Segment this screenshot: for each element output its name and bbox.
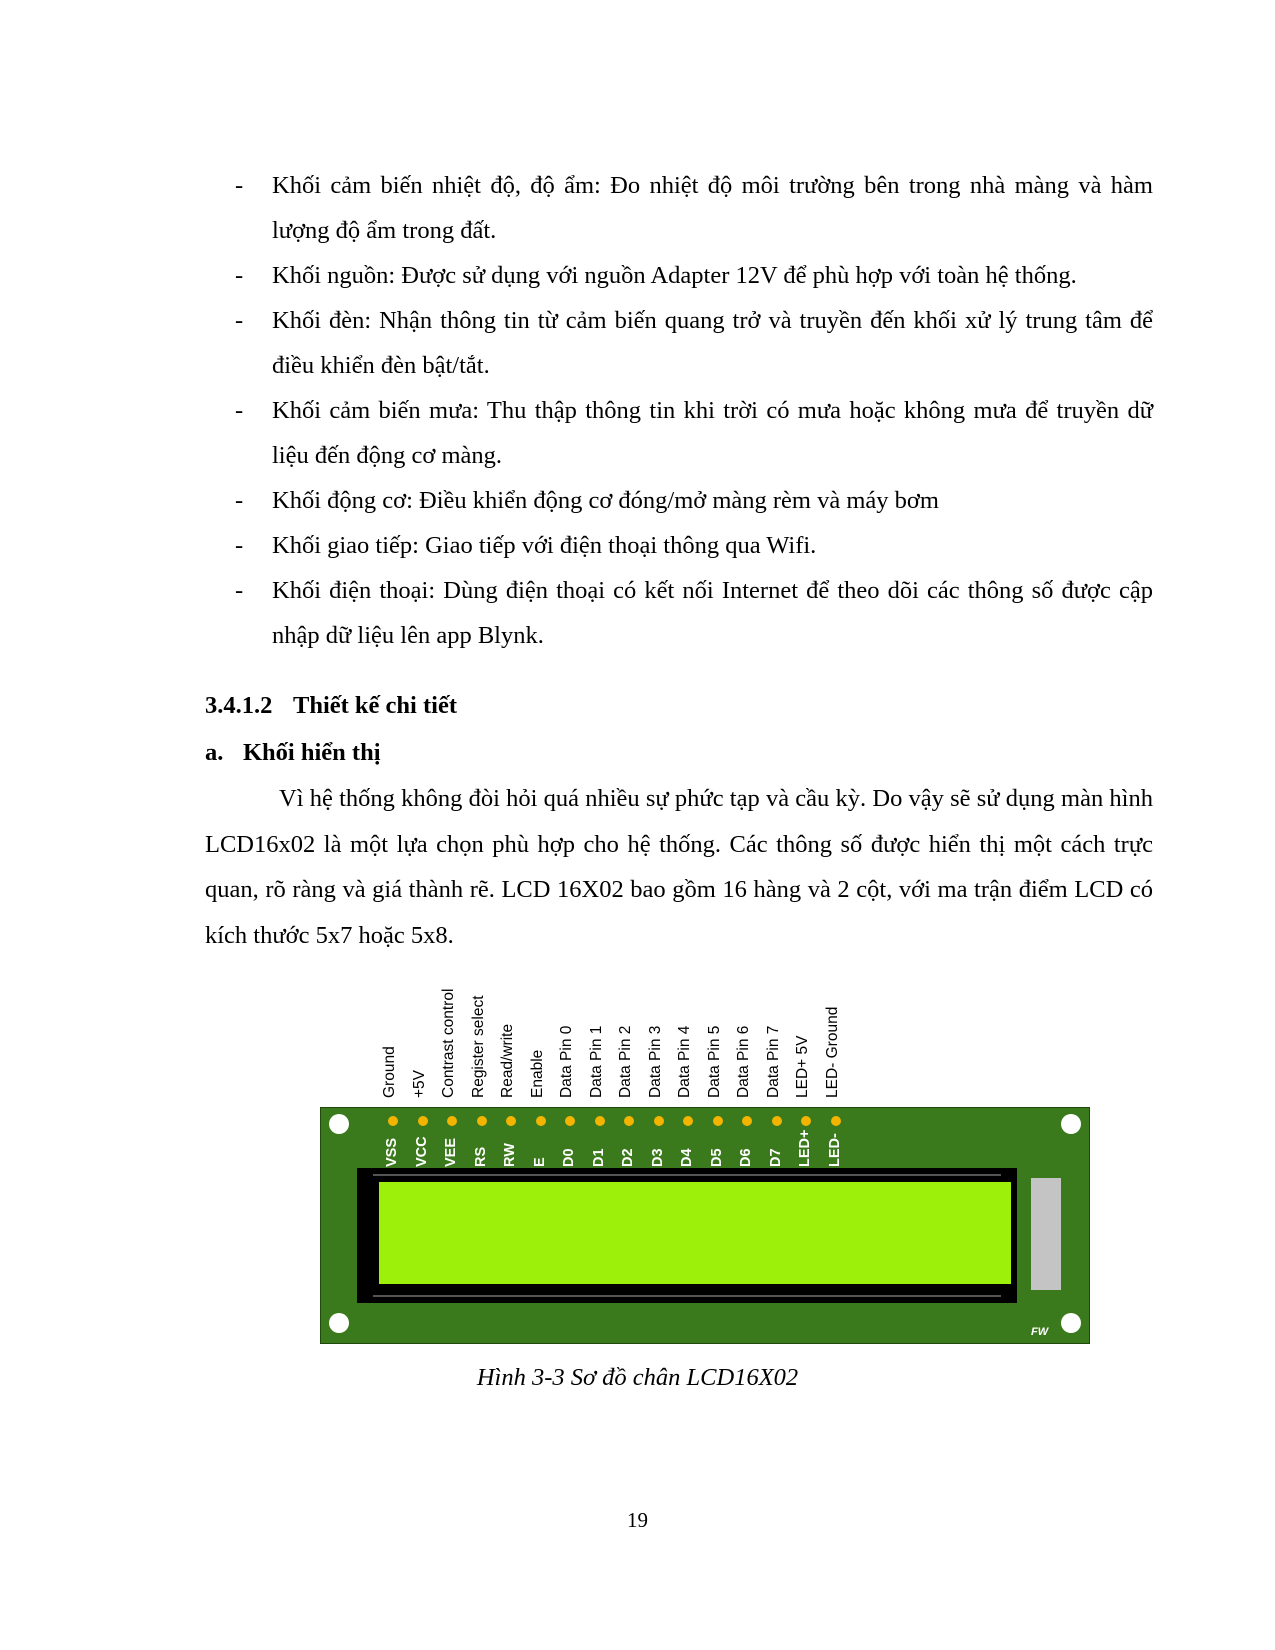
pin-function-label: Data Pin 7 <box>764 1025 782 1098</box>
page-number: 19 <box>627 1508 648 1532</box>
lcd-screen <box>379 1182 1011 1284</box>
pin-function-label: Data Pin 1 <box>587 1025 605 1098</box>
bullet-item <box>235 163 1153 253</box>
bezel-line <box>373 1174 1001 1176</box>
pin-function-label: Data Pin 0 <box>558 1025 575 1098</box>
bullet-item <box>235 478 1153 523</box>
pin-dot <box>447 1116 457 1126</box>
bullet-list <box>235 163 1153 658</box>
pin-code-label: E <box>531 1157 548 1167</box>
figure-caption: Hình 3-3 Sơ đồ chân LCD16X02 <box>476 1364 799 1391</box>
bullet-dash: - <box>235 172 244 199</box>
pin-dot <box>801 1116 811 1126</box>
pin-dot <box>418 1116 428 1126</box>
pin-function-label: Data Pin 2 <box>617 1025 634 1098</box>
pin-function-label: Enable <box>528 1049 546 1098</box>
bullet-text: Khối cảm biến mưa: Thu thập thông tin khi trời có mưa hoặc không mưa để truyền dữ liệu đến động cơ màng. <box>272 397 1153 469</box>
pin-function-label: Data Pin 5 <box>705 1025 723 1098</box>
pin-dot <box>477 1116 487 1126</box>
pin-code-label: VCC <box>413 1136 430 1167</box>
mounting-hole <box>329 1114 349 1134</box>
bullet-item <box>235 568 1153 658</box>
pin-function-label: Data Pin 4 <box>676 1025 693 1098</box>
pin-code-label: D2 <box>620 1148 636 1167</box>
mounting-hole <box>1061 1313 1081 1333</box>
bullet-text: Khối giao tiếp: Giao tiếp với điện thoại thông qua Wifi. <box>272 532 817 559</box>
pin-function-label: +5V <box>410 1069 428 1098</box>
pin-code-label: LED- <box>826 1133 843 1167</box>
bullet-dash: - <box>235 262 244 289</box>
pin-dot <box>831 1116 841 1126</box>
pin-dot <box>713 1116 723 1126</box>
bullet-dash: - <box>235 577 244 604</box>
bullet-text: Khối nguồn: Được sử dụng với nguồn Adapter 12V để phù hợp với toàn hệ thống. <box>272 262 1077 289</box>
pin-function-label: Ground <box>381 1046 398 1098</box>
pin-dot <box>654 1116 664 1126</box>
pin-function-label: Contrast control <box>440 988 457 1098</box>
subsection-number: a. <box>205 739 224 766</box>
bullet-text: Khối cảm biến nhiệt độ, độ ẩm: Đo nhiệt độ môi trường bên trong nhà màng và hàm lượng độ ẩm trong đất. <box>272 172 1153 244</box>
lcd-module-diagram <box>320 1107 1090 1344</box>
bullet-dash: - <box>235 307 244 334</box>
pin-function-label: Read/write <box>499 1023 516 1098</box>
pin-function-label: Data Pin 3 <box>646 1025 664 1098</box>
pin-code-label: D3 <box>649 1148 666 1167</box>
pin-dot <box>742 1116 752 1126</box>
pin-code-label: LED+ <box>797 1129 813 1167</box>
pin-code-label: D5 <box>708 1148 725 1167</box>
pin-dot <box>772 1116 782 1126</box>
bullet-item <box>235 298 1153 388</box>
bullet-dash: - <box>235 397 244 424</box>
pin-code-label: D6 <box>738 1148 754 1167</box>
section-heading <box>205 683 457 728</box>
pin-dot <box>506 1116 516 1126</box>
board-mark: FW <box>1031 1326 1049 1338</box>
mounting-hole <box>1061 1114 1081 1134</box>
pin-function-label: LED+ 5V <box>794 1035 811 1098</box>
pin-code-label: RW <box>502 1143 518 1167</box>
lcd-bezel <box>357 1168 1017 1303</box>
section-number: 3.4.1.2 <box>205 692 273 719</box>
pin-dot <box>595 1116 605 1126</box>
pin-function-label: Data Pin 6 <box>735 1025 752 1098</box>
mounting-hole <box>329 1313 349 1333</box>
pin-dot <box>536 1116 546 1126</box>
section-title: Thiết kế chi tiết <box>293 692 457 719</box>
pin-dot <box>565 1116 575 1126</box>
bullet-text: Khối điện thoại: Dùng điện thoại có kết nối Internet để theo dõi các thông số được cập nhập dữ liệu lên app Blynk. <box>272 577 1153 649</box>
pin-dot <box>683 1116 693 1126</box>
body-paragraph: Vì hệ thống không đòi hỏi quá nhiều sự phức tạp và cầu kỳ. Do vậy sẽ sử dụng màn hình LCD16x02 là một lựa chọn phù hợp cho hệ thống. Các thông số được hiển thị một cách trực quan, rõ ràng và giá thành rẽ. LCD 16X02 bao gồm 16 hàng và 2 cột, với ma trận điểm LCD có kích thước 5x7 hoặc 5x8. <box>205 785 1153 949</box>
pin-dot <box>624 1116 634 1126</box>
bezel-line <box>373 1295 1001 1297</box>
bullet-item <box>235 253 1153 298</box>
pin-function-label: Register select <box>469 995 487 1098</box>
bullet-item <box>235 523 1153 568</box>
bullet-item <box>235 388 1153 478</box>
subsection-heading <box>205 730 381 775</box>
bullet-dash: - <box>235 487 244 514</box>
subsection-title: Khối hiển thị <box>243 739 381 766</box>
pin-function-label: LED- Ground <box>823 1006 841 1098</box>
pin-code-label: D0 <box>561 1148 577 1167</box>
pin-code-label: D4 <box>679 1148 695 1167</box>
bullet-text: Khối động cơ: Điều khiển động cơ đóng/mở màng rèm và máy bơm <box>272 487 939 514</box>
pin-code-label: VSS <box>384 1137 400 1167</box>
bullet-text: Khối đèn: Nhận thông tin từ cảm biến quang trở và truyền đến khối xử lý trung tâm để điều khiển đèn bật/tắt. <box>272 307 1153 379</box>
pin-dot <box>388 1116 398 1126</box>
bullet-dash: - <box>235 532 244 559</box>
pin-code-label: D1 <box>590 1148 607 1167</box>
pin-code-label: RS <box>472 1146 489 1167</box>
pin-code-label: D7 <box>767 1148 784 1167</box>
backlight-connector <box>1031 1178 1061 1290</box>
pin-code-label: VEE <box>443 1137 459 1167</box>
